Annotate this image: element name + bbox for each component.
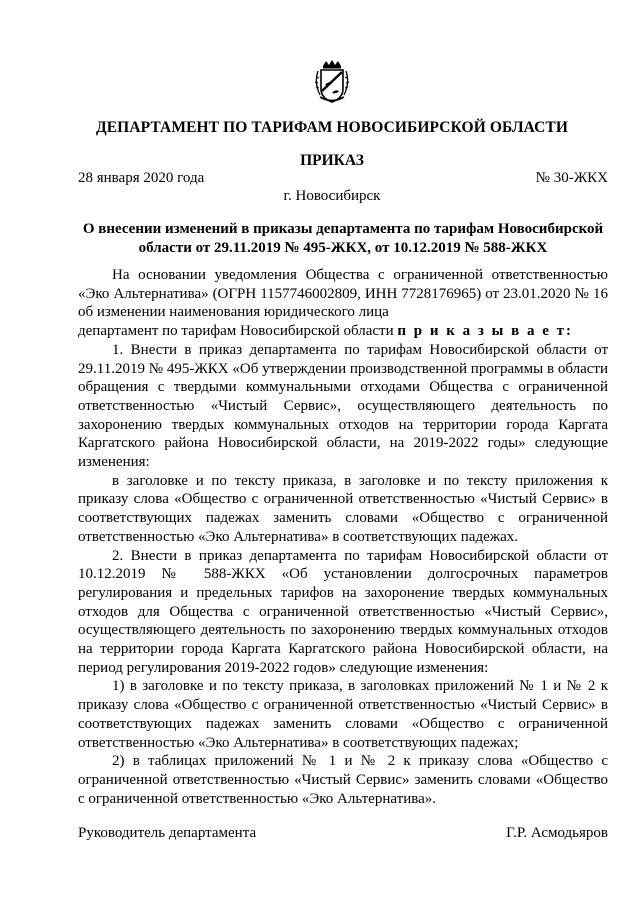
order-date: 28 января 2020 года	[78, 170, 205, 186]
order-body	[78, 266, 608, 808]
resolves-paragraph	[78, 322, 608, 341]
date-number-row	[78, 170, 608, 187]
signer-name: Г.Р. Асмодьяров	[506, 825, 608, 841]
item-2: 2. Внести в приказ департамента по тарифам Новосибирской области от 10.12.2019 № 588-ЖКХ «Об установлении долгосрочных параметров регулирования и предельных тарифов на захоронение твердых коммунальных отходов для Общества с ограниченной ответственностью «Чистый Сервис», осуществляющего деятельность по захоронению твердых коммунальных отходов на территории города Каргата Каргатского района Новосибирской области, на период регулирования 2019-2022 годов» следующие изменения:	[78, 547, 608, 676]
city: г. Новосибирск	[283, 188, 381, 204]
department-title: ДЕПАРТАМЕНТ ПО ТАРИФАМ НОВОСИБИРСКОЙ ОБЛАСТИ	[95, 119, 569, 136]
basis-paragraph: На основании уведомления Общества с ограниченной ответственностью «Эко Альтернатива» (ОГРН 1157746002809, ИНН 7728176965) от 23.01.2020 № 16 об изменении наименования юридического лица	[78, 267, 608, 321]
order-subject: О внесении изменений в приказы департамента по тарифам Новосибирской области от 29.11.2019 № 495-ЖКХ, от 10.12.2019 № 588-ЖКХ	[82, 221, 604, 256]
item-2-2: 2) в таблицах приложений № 1 и № 2 к приказу слова «Общество с ограниченной ответственностью «Чистый Сервис» заменить словами «Общество с ограниченной ответственностью «Эко Альтернатива».	[78, 753, 608, 807]
item-1-change: в заголовке и по тексту приказа, в заголовке и по тексту приложения к приказу слова «Общество с ограниченной ответственностью «Чистый Сервис» в соответствующих падежах заменить словами «Общество с ограниченной ответственностью «Эко Альтернатива» в соответствующих падежах.	[78, 472, 608, 545]
signature-row	[78, 825, 608, 842]
item-1: 1. Внести в приказ департамента по тарифам Новосибирской области от 29.11.2019 № 495-ЖКХ «Об утверждении производственной программы в области обращения с твердыми коммунальными отходами Общества с ограниченной ответственностью «Чистый Сервис», осуществляющего деятельность по захоронению твердых коммунальных отходов на территории города Каргата Каргатского района Новосибирской области, на 2019-2022 годы» следующие изменения:	[78, 341, 608, 471]
document-type: ПРИКАЗ	[300, 152, 364, 169]
resolves-prefix: департамент по тарифам Новосибирской области	[78, 323, 394, 340]
novosibirsk-coat-of-arms-icon	[308, 57, 356, 105]
resolves-word: п р и к а з ы в а е т:	[397, 323, 573, 340]
order-number: № 30-ЖКХ	[535, 170, 608, 186]
signer-position: Руководитель департамента	[78, 825, 257, 841]
item-2-1: 1) в заголовке и по тексту приказа, в заголовках приложений № 1 и № 2 к приказу слова «Общество с ограниченной ответственностью «Чистый Сервис» в соответствующих падежах заменить словами «Общество с ограниченной ответственностью «Эко Альтернатива» в соответствующих падежах;	[78, 678, 608, 751]
